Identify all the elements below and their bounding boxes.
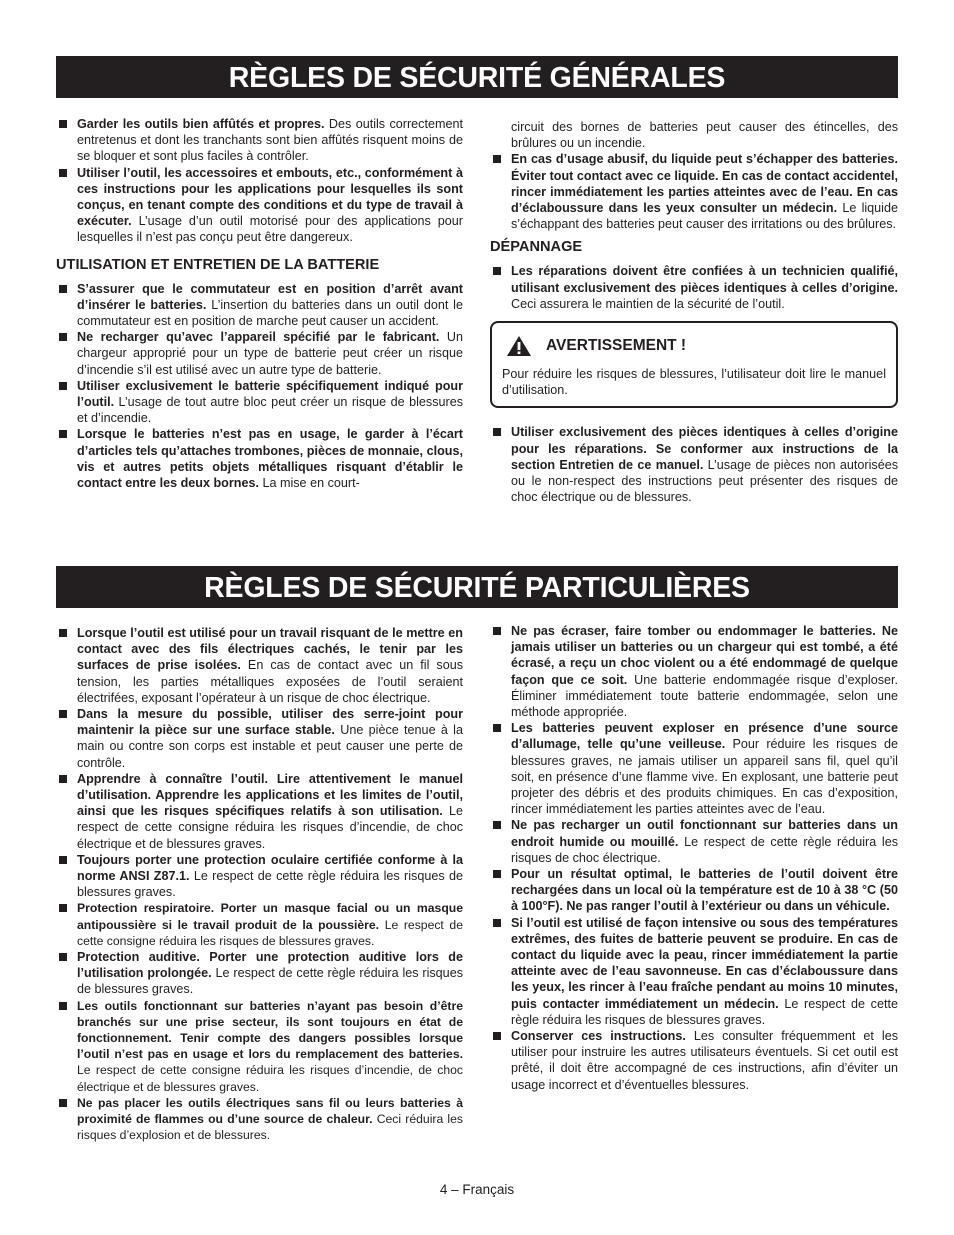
square-bullet-icon xyxy=(59,1002,67,1010)
specific-rule-item-right xyxy=(490,720,898,817)
rule-bold-text: Ne pas placer les outils électriques sans fil ou leurs batteries à proximité de flammes ou d’une source de chaleur. xyxy=(77,1095,463,1127)
rule-body-text: Le respect de cette consigne réduira les risques d’incendie, de choc électrique et de blessures graves. xyxy=(77,804,463,851)
battery-rule-item xyxy=(56,426,463,491)
rule-body-text: Ceci assurera le maintien de la sécurité de l’outil. xyxy=(511,296,785,311)
battery-rule-continuation: circuit des bornes de batteries peut causer des étincelles, des brûlures ou un incendie. xyxy=(511,120,898,151)
specific-rule-item-left xyxy=(56,706,463,771)
square-bullet-icon xyxy=(493,428,501,436)
specific-rule-item-left xyxy=(56,852,463,901)
rule-bold-text: Lorsque le batteries n’est pas en usage, le garder à l’écart d’articles tels qu’attaches trombones, pièces de monnaie, clous, vis et autres petits objets métalliques risquant d’établir le contact entre les deux bornes. xyxy=(77,427,463,491)
specific-rule-item-left xyxy=(56,900,463,949)
square-bullet-icon xyxy=(493,821,501,829)
rule-bold-text: Garder les outils bien affûtés et propres. xyxy=(77,117,325,131)
general-intro-item xyxy=(56,116,463,165)
specific-rules-right-column xyxy=(490,623,898,1093)
warning-triangle-icon xyxy=(506,335,532,357)
rule-body-text: En cas de contact avec un fil sous tension, les parties métalliques exposées de l’outil seraient électrifées, exposant l’opérateur à un risque de choc électrique. xyxy=(77,658,463,705)
square-bullet-icon xyxy=(493,724,501,732)
square-bullet-icon xyxy=(59,120,67,128)
rule-bold-text: Ne pas recharger un outil fonctionnant sur batteries dans un endroit humide ou mouillé. xyxy=(511,818,898,849)
warning-title: AVERTISSEMENT ! xyxy=(546,336,687,354)
battery-rule-item xyxy=(56,329,463,378)
general-rules-left-column xyxy=(56,116,463,491)
battery-section-heading: UTILISATION ET ENTRETIEN DE LA BATTERIE xyxy=(56,256,380,273)
square-bullet-icon xyxy=(59,953,67,961)
general-intro-item xyxy=(56,165,463,246)
rule-body-text: Le respect de cette consigne réduira les risques d’incendie, de choc électrique et de blessures graves. xyxy=(77,1063,463,1094)
rule-body-text: L’usage de tout autre bloc peut créer un risque de blessures et d’incendie. xyxy=(77,395,463,426)
square-bullet-icon xyxy=(59,285,67,293)
rule-bold-text: Utiliser exclusivement des pièces identiques à celles d’origine pour les réparations. Se conformer aux instructions de la section Entretien de ce manuel. xyxy=(511,425,898,472)
square-bullet-icon xyxy=(59,382,67,390)
square-bullet-icon xyxy=(59,169,67,177)
rule-body-text: Les consulter fréquemment et les utiliser pour instruire les autres utilisateurs éventuels. Si cet outil est prêté, il doit être accompagné de ces instructions, afin d’éviter un usage incorrect et d’éventuelles blessures. xyxy=(511,1029,898,1092)
section-heading-general-rules: RÈGLES DE SÉCURITÉ GÉNÉRALES xyxy=(56,56,898,98)
square-bullet-icon xyxy=(59,710,67,718)
square-bullet-icon xyxy=(59,430,67,438)
rule-bold-text: Toujours porter une protection oculaire certifiée conforme à la norme ANSI Z87.1. xyxy=(77,852,463,884)
warning-text: Pour réduire les risques de blessures, l’utilisateur doit lire le manuel d’utilisation. xyxy=(502,367,886,398)
rule-body-text: L’usage d’un outil motorisé pour des applications pour lesquelles il n’est pas conçu peut être dangereux. xyxy=(77,214,463,245)
rule-bold-text: S’assurer que le commutateur est en position d’arrêt avant d’insérer le batteries. xyxy=(77,281,463,312)
general-rules-right-column xyxy=(490,119,898,505)
rule-body-text: Ceci réduira les risques d’explosion et de blessures. xyxy=(77,1112,464,1143)
specific-rule-item-right xyxy=(490,817,898,866)
rule-bold-text: Lorsque l’outil est utilisé pour un travail risquant de le mettre en contact avec des fils électriques cachés, le tenir par les surfaces de prise isolées. xyxy=(77,626,463,673)
repair-rule-item xyxy=(490,263,898,312)
section-heading-specific-rules: RÈGLES DE SÉCURITÉ PARTICULIÈRES xyxy=(56,566,898,608)
rule-body-text: L’insertion du batteries dans un outil dont le commutateur est en position de marche peut causer un accident. xyxy=(77,297,463,329)
square-bullet-icon xyxy=(493,155,501,163)
rule-bold-text: Si l’outil est utilisé de façon intensive ou sous des températures extrêmes, des fuites de batterie peuvent se produire. En cas de contact du liquide avec la peau, rincer immédiatement la partie atteinte avec de l’eau savonneuse. En cas d’éclaboussure dans les yeux, les rincer à l’eau fraîche pendant au moins 10 minutes, puis contacter immédiatement un médecin. xyxy=(511,915,898,1011)
rule-body-text: Une pièce tenue à la main ou contre son corps est instable et peut causer une perte de contrôle. xyxy=(77,723,463,770)
rule-body-text: Le respect de cette règle réduira les risques de blessures graves. xyxy=(77,869,463,900)
specific-rules-left-column xyxy=(56,625,463,1144)
specific-rule-item-left xyxy=(56,998,463,1095)
square-bullet-icon xyxy=(493,870,501,878)
rule-bold-text: Utiliser exclusivement le batterie spécifiquement indiqué pour l’outil. xyxy=(77,378,463,410)
rule-bold-text: Les réparations doivent être confiées à un technicien qualifié, utilisant exclusivement des pièces identiques à celles d’origine. xyxy=(511,264,898,295)
rule-body-text: Des outils correctement entretenus et dont les tranchants sont bien affûtés risquent moins de se bloquer et sont plus faciles à contrôler. xyxy=(77,117,463,164)
rule-body-text: Le liquide s’échappant des batteries peut causer des irritations ou des brûlures. xyxy=(511,201,898,232)
rule-body-text: Pour réduire les risques de blessures graves, ne jamais utiliser un appareil sans fil, quel qu’il soit, en présence d’une flamme vive. En explosant, une batterie peut projeter des débris et des produits chimiques. En cas d’exposition, rincer immédiatement les parties atteintes avec de l’eau. xyxy=(511,737,898,817)
rule-body-text: La mise en court- xyxy=(258,476,360,491)
specific-rule-item-right xyxy=(490,1028,898,1093)
page-footer: 4 – Français xyxy=(439,1182,515,1197)
square-bullet-icon xyxy=(493,1032,501,1040)
square-bullet-icon xyxy=(59,629,67,637)
rule-bold-text: Conserver ces instructions. xyxy=(511,1029,686,1044)
square-bullet-icon xyxy=(59,856,67,864)
rule-body-text: Un chargeur approprié pour un type de batterie peut créer un risque d’incendie s’il est utilisé avec un autre type de batterie. xyxy=(77,330,463,377)
rule-bold-text: Apprendre à connaître l’outil. Lire attentivement le manuel d’utilisation. Apprendre les applications et les limites de l’outil, ainsi que les risques spécifiques relatifs à son utilisation. xyxy=(77,771,463,819)
square-bullet-icon xyxy=(493,627,501,635)
specific-rule-item-left xyxy=(56,949,463,998)
warning-header xyxy=(506,335,886,357)
rule-bold-text: Ne pas écraser, faire tomber ou endommager le batteries. Ne jamais utiliser un batteries ou un chargeur qui est tombé, a été écrasé, a reçu un choc violent ou a été endommagé de quelque façon que ce soit. xyxy=(511,624,898,687)
rule-body-text: Le respect de cette règle réduira les risques de blessures graves. xyxy=(511,996,898,1027)
square-bullet-icon xyxy=(59,333,67,341)
battery-rule-item xyxy=(56,281,463,330)
rule-bold-text: Les batteries peuvent exploser en présence d’une source d’allumage, telle qu’une veilleuse. xyxy=(511,721,898,752)
specific-rule-item-right xyxy=(490,915,898,1028)
square-bullet-icon xyxy=(493,267,501,275)
rule-body-text: Le respect de cette règle réduira les risques de choc électrique. xyxy=(511,834,898,865)
rule-bold-text: Les outils fonctionnant sur batteries n’ayant pas besoin d’être branchés sur une prise secteur, ils sont toujours en état de fonctionnement. Tenir compte des dangers possibles lorsque l’outil n’est pas en usage et lors du remplacement des batteries. xyxy=(77,998,463,1062)
rule-body-text: Le respect de cette règle réduira les risques de blessures graves. xyxy=(77,966,463,997)
battery-rule-item-right xyxy=(490,151,898,232)
specific-rule-item-left xyxy=(56,771,463,852)
rule-bold-text: En cas d’usage abusif, du liquide peut s’échapper des batteries. Éviter tout contact avec ce liquide. En cas de contact accidentel, rincer immédiatement les parties atteintes avec de l’eau. En cas d’éclaboussure dans les yeux consulter un médecin. xyxy=(511,152,898,216)
rule-bold-text: Pour un résultat optimal, le batteries de l’outil doivent être rechargées dans un local où la température est de 10 à 38 °C (50 à 100°F). Ne pas ranger l’outil à l’extérieur ou dans un véhicule. xyxy=(511,867,898,914)
rule-body-text: Une batterie endommagée risque d’exploser. Éliminer immédiatement toute batterie endommagée, selon une méthode appropriée. xyxy=(511,672,898,720)
specific-rule-item-left xyxy=(56,625,463,706)
repair-rule-item-after xyxy=(490,424,898,505)
battery-rule-item xyxy=(56,378,463,427)
specific-rule-item-right xyxy=(490,866,898,915)
rule-bold-text: Protection auditive. Porter une protection auditive lors de l’utilisation prolongée. xyxy=(77,950,463,981)
rule-bold-text: Ne recharger qu’avec l’appareil spécifié par le fabricant. xyxy=(77,330,440,345)
rule-body-text: L’usage de pièces non autorisées ou le non-respect des instructions peut présenter des risques de choc électrique ou de blessures. xyxy=(511,457,898,505)
repair-section-heading: DÉPANNAGE xyxy=(490,239,583,256)
rule-bold-text: Utiliser l’outil, les accessoires et embouts, etc., conformément à ces instructions pour les applications pour lesquelles ils sont conçus, en tenant compte des conditions et du type de travail à exécuter. xyxy=(77,165,463,229)
square-bullet-icon xyxy=(59,904,67,912)
specific-rule-item-left xyxy=(56,1095,463,1144)
square-bullet-icon xyxy=(59,775,67,783)
rule-body-text: Le respect de cette consigne réduira les risques de blessures graves. xyxy=(77,917,463,948)
square-bullet-icon xyxy=(59,1099,67,1107)
specific-rule-item-right xyxy=(490,623,898,720)
square-bullet-icon xyxy=(493,919,501,927)
rule-bold-text: Dans la mesure du possible, utiliser des serre-joint pour maintenir la pièce sur une surface stable. xyxy=(77,707,463,738)
warning-box xyxy=(490,321,898,408)
rule-bold-text: Protection respiratoire. Porter un masque facial ou un masque antipoussière si le travail produit de la poussière. xyxy=(77,901,463,932)
